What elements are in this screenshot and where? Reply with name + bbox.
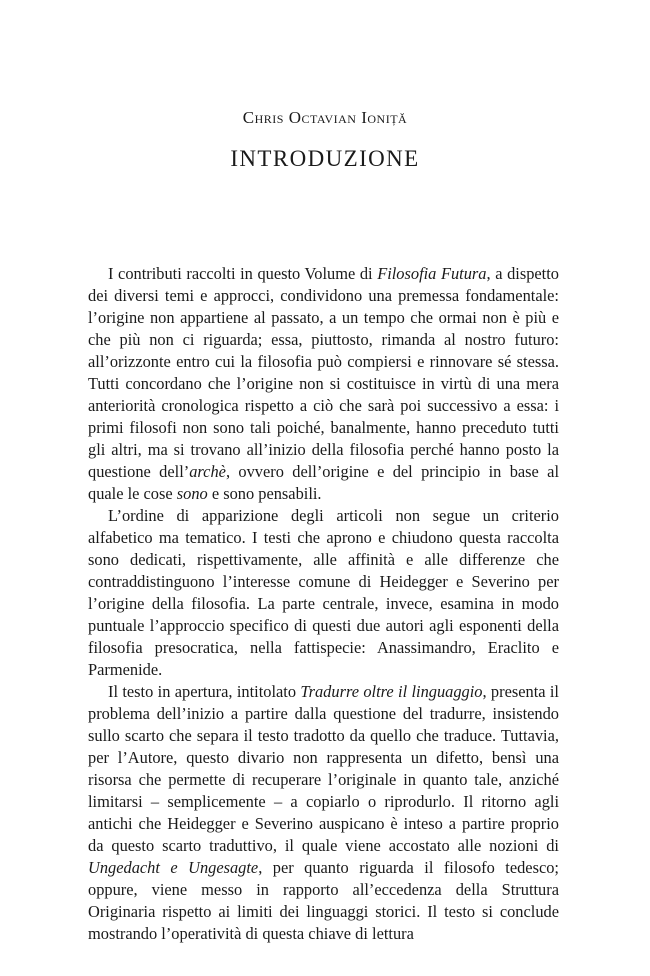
paragraph-3: Il testo in apertura, intitolato Tradurre oltre il linguaggio, presenta il problema dell’inizio a partire dalla questione del tradurre, insistendo sullo scarto che separa il testo tradotto da quello che traduce. Tuttavia, per l’Autore, questo divario non rappresenta un difetto, bensì una risorsa che permette di recuperare l’originale in quanto tale, anziché limitarsi – semplicemente – a copiarlo o riprodurlo. Il ritorno agli antichi che Heidegger e Severino auspicano è inteso a partire proprio da questo scarto traduttivo, il quale viene accostato alle nozioni di Ungedacht e Ungesagte, per quanto riguarda il filosofo tedesco; oppure, viene messo in rapporto all’eccedenza della Struttura Originaria rispetto ai limiti dei linguaggi storici. Il testo si conclude mostrando l’operatività di questa chiave di lettura [88,682,559,943]
italic-text: Filosofia Futura [377,264,487,283]
paragraph-1: I contributi raccolti in questo Volume di Filosofia Futura, a dispetto dei diversi temi e approcci, condividono una premessa fondamentale: l’origine non appartiene al passato, a un tempo che ormai non è più e che più non ci riguarda; essa, piuttosto, rimanda al nostro futuro: all’orizzonte entro cui la filosofia può compiersi e rinnovare sé stessa. Tutti concordano che l’origine non si costituisce in virtù di una mera anteriorità cronologica rispetto a ciò che sarà poi successivo a essa: i primi filosofi non sono tali poiché, banalmente, hanno preceduto tutti gli altri, ma si trovano all’inizio della filosofia perché hanno posto la questione dell’archè, ovvero dell’origine e del principio in base al quale le cose sono e sono pensabili. [88,264,559,503]
italic-text: Ungedacht e Ungesagte [88,858,259,877]
author-name: Chris Octavian Ioniță [242,108,408,127]
italic-text: archè [189,462,226,481]
italic-text: sono [176,484,208,503]
italic-text: Tradurre oltre il linguaggio [300,682,483,701]
paragraph-2: L’ordine di apparizione degli articoli non segue un criterio alfabetico ma tematico. I testi che aprono e chiudono questa raccolta sono dedicati, rispettivamente, alle affinità e alle differenze che contraddistinguono l’interesse comune di Heidegger e Severino per l’origine della filosofia. La parte centrale, invece, esamina in modo puntuale l’approccio specifico di questi due autori agli esponenti della filosofia presocratica, nella fattispecie: Anassimandro, Eraclito e Parmenide. [88,506,559,679]
body-text [88,263,559,945]
chapter-title: INTRODUZIONE [230,146,420,171]
